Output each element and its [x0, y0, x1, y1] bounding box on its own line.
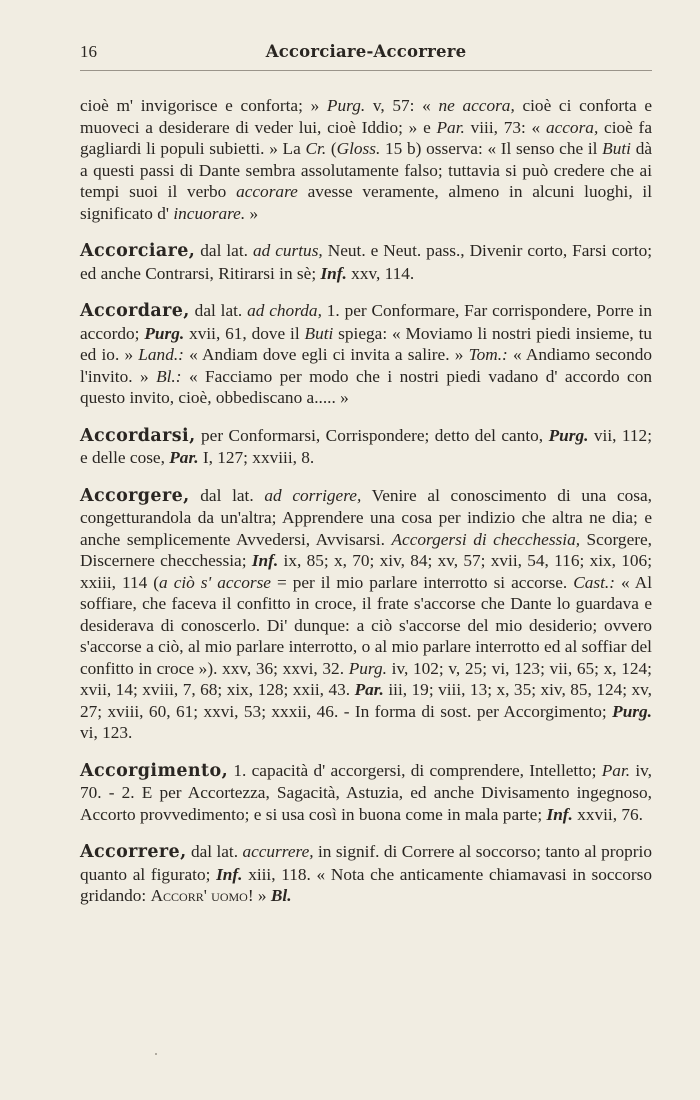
entry-text: Venire al conoscimento di una cosa, congetturandola da un'altra; Apprendere una cosa per indizio che altra ne dia; e anche semplicemente Avvedersi, Avvisarsi. — [80, 485, 652, 549]
dictionary-entries — [80, 95, 652, 907]
citation-text: ad chorda, — [247, 301, 322, 320]
entry-text: xxv, 114. — [346, 263, 415, 283]
entry-text: = per il mio parlare interrotto si accorse. — [270, 572, 574, 592]
entry-text: « Andiam dove egli ci invita a salire. » — [183, 345, 469, 364]
entry-text: Scorgere, Discernere checchessia; — [80, 529, 652, 570]
citation-text: Par. — [601, 760, 631, 780]
citation-text: Accorr' uomo — [150, 886, 248, 905]
citation-text: accurrere, — [242, 842, 314, 861]
entry-text: viii, 73: « — [464, 117, 546, 137]
entry-text: xxvii, 76. — [572, 804, 643, 824]
entry-text: dal lat. — [195, 241, 253, 260]
citation-text: Cr. — [305, 139, 327, 158]
page-number: 16 — [80, 42, 97, 61]
header-rule — [80, 70, 652, 71]
entry-text: I, 127; xxviii, 8. — [198, 448, 315, 467]
citation-text: ad corrigere, — [264, 485, 362, 505]
entry-text: spiega: « Moviamo li nostri piedi insieme, tu ed io. » — [80, 323, 653, 364]
entry-text: dà a questi passi di Dante sembra assolutamente falso; tuttavia si può credere che ai tempi suoi il verbo — [80, 139, 653, 201]
citation-text: Purg. — [548, 425, 589, 445]
dictionary-entry — [80, 425, 652, 469]
entry-headword: Accorrere, — [80, 842, 187, 862]
citation-text: Purg. — [612, 701, 652, 721]
citation-text: Gloss. — [336, 139, 381, 158]
entry-text: iii, 19; viii, 13; x, 35; xiv, 85, 124; xv, 27; xviii, 60, 61; xxvi, 53; xxxii, 46. - In forma di sost. per Accorgimento; — [80, 680, 652, 721]
entry-text: » — [245, 203, 259, 223]
entry-text: dal lat. — [189, 485, 265, 505]
entry-text: avesse veramente, almeno in alcuni luoghi, il significato d' — [80, 182, 652, 223]
entry-text: ix, 85; x, 70; xiv, 84; xv, 57; xvii, 54, 116; xix, 106; xxiii, 114 ( — [80, 551, 652, 592]
entry-text: in signif. di Correre al soccorso; tanto al proprio quanto al figurato; — [80, 842, 652, 884]
entry-headword: Accorgimento, — [80, 760, 229, 781]
dictionary-entry — [80, 841, 652, 907]
citation-text: Purg. — [348, 658, 387, 678]
entry-text: dal lat. — [186, 842, 243, 861]
continued-entry-text — [80, 95, 652, 224]
dictionary-entry — [80, 485, 652, 744]
entry-text: xvii, 61, dove il — [184, 323, 305, 343]
print-speck — [155, 1053, 157, 1055]
entry-text: 1. per Conformare, Far corrispondere, Porre in accordo; — [80, 301, 652, 343]
citation-text: Buti — [304, 323, 334, 343]
citation-text: ne accora, — [438, 96, 515, 115]
dictionary-entry — [80, 300, 652, 409]
citation-text: Tom.: — [468, 345, 508, 364]
entry-text: cioè m' invigorisce e conforta; » — [80, 96, 327, 115]
entry-headword: Accorciare, — [80, 241, 196, 261]
entry-text: per Conformarsi, Corrispondere; detto del canto, — [195, 425, 549, 445]
citation-text: Inf. — [216, 864, 243, 884]
citation-text: accora, — [545, 117, 599, 137]
entry-text: ! » — [247, 886, 271, 905]
citation-text: Inf. — [320, 263, 347, 283]
entry-text: cioè fa gagliardi li populi subietti. » La — [80, 117, 652, 158]
entry-text: 15 b) osserva: « Il senso che il — [380, 139, 603, 158]
citation-text: Accorgersi di checchessia, — [391, 529, 581, 549]
citation-text: ad curtus, — [252, 241, 323, 260]
citation-text: a ciò s' accorse — [159, 572, 271, 592]
entry-text: 1. capacità d' accorgersi, di comprendere, Intelletto; — [228, 760, 602, 780]
citation-text: Purg. — [144, 323, 185, 343]
citation-text: Par. — [169, 448, 199, 467]
citation-text: accorare — [236, 182, 298, 201]
citation-text: Purg. — [326, 96, 366, 115]
citation-text: Bl. — [270, 886, 292, 905]
citation-text: Bl.: — [156, 366, 182, 386]
citation-text: Land.: — [138, 345, 184, 364]
citation-text: Par. — [436, 117, 465, 137]
citation-text: incuorare. — [173, 203, 246, 223]
entry-text: « Facciamo per modo che i nostri piedi vadano d' accordo con questo invito, cioè, obbediscano a..... » — [80, 366, 652, 407]
citation-text: Cast.: — [573, 572, 616, 592]
entry-text: vi, 123. — [80, 723, 133, 742]
entry-text: xiii, 118. « Nota che anticamente chiamavasi in soccorso gridando: — [80, 864, 652, 905]
entry-text: iv, 70. - 2. E per Accortezza, Sagacità, Astuzia, ed anche Divisamento ingegnoso, Accorto provvedimento; e si usa così in buona come in mala parte; — [80, 760, 652, 824]
entry-text: v, 57: « — [365, 96, 439, 115]
entry-text: Neut. e Neut. pass., Divenir corto, Farsi corto; ed anche Contrarsi, Ritirarsi in sè; — [80, 241, 653, 283]
citation-text: Buti — [602, 139, 631, 158]
entry-text: cioè ci conforta e muoveci a desiderare di veder lui, cioè Iddio; » e — [80, 96, 653, 137]
entry-text: « Al soffiare, che faceva il confitto in croce, il frate s'accorse che Dante lo guardava e desiderava di conoscerlo. Di' dunque: a ciò s'accorse del mio desiderio; ovvero s'accorse a ciò, al mio parlare interrotto, o al mio parlare interrotto ed al soffiar del confitto in croce »). xxv, 36; xxvi, 32. — [80, 572, 652, 678]
entry-headword: Accordarsi, — [80, 425, 196, 446]
entry-text: « Andiamo secondo l'invito. » — [80, 345, 652, 386]
entry-headword: Accorgere, — [80, 485, 190, 506]
citation-text: Par. — [354, 680, 384, 699]
entry-headword: Accordare, — [80, 301, 190, 321]
dictionary-page — [80, 38, 652, 923]
entry-text: ( — [326, 139, 337, 158]
dictionary-entry — [80, 760, 652, 826]
entry-text: dal lat. — [189, 301, 248, 320]
entry-text: iv, 102; v, 25; vi, 123; vii, 65; x, 124; xvii, 14; xviii, 7, 68; xix, 128; xxii, 43. — [80, 658, 652, 699]
citation-text: Inf. — [251, 551, 279, 570]
entry-text: vii, 112; e delle cose, — [80, 425, 652, 467]
dictionary-entry — [80, 240, 652, 284]
running-head — [80, 38, 652, 66]
citation-text: Inf. — [546, 804, 573, 824]
running-title: Accorciare-Accorrere — [265, 42, 467, 61]
